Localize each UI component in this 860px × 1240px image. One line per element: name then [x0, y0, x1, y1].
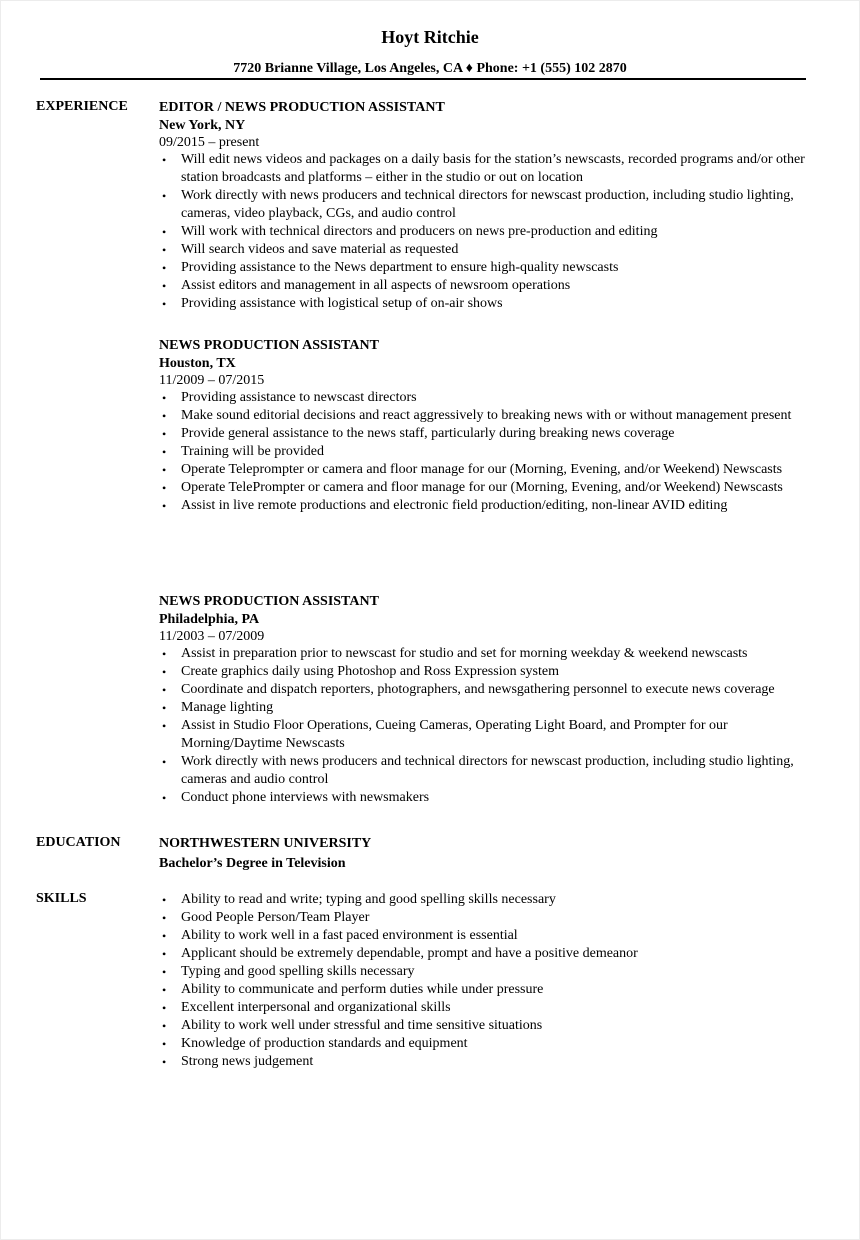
job-1 — [159, 99, 819, 313]
bullet-text: Assist in Studio Floor Operations, Cueing Cameras, Operating Light Board, and Prompter for our Morning/Daytime Newscasts — [181, 718, 728, 751]
list-item — [159, 259, 819, 277]
list-item — [159, 1053, 819, 1071]
bullet-icon: • — [162, 225, 167, 239]
bullet-icon: • — [162, 665, 167, 679]
bullet-text: Strong news judgement — [181, 1054, 314, 1069]
list-item — [159, 927, 819, 945]
bullet-text: Assist editors and management in all aspects of newsroom operations — [181, 278, 571, 293]
bullet-text: Typing and good spelling skills necessary — [181, 964, 415, 979]
job-bullets — [159, 389, 819, 515]
bullet-text: Providing assistance with logistical setup of on-air shows — [181, 296, 503, 311]
list-item — [159, 963, 819, 981]
bullet-text: Providing assistance to the News department to ensure high-quality newscasts — [181, 260, 619, 275]
bullet-icon: • — [162, 701, 167, 715]
skills-list — [159, 891, 819, 1071]
bullet-text: Good People Person/Team Player — [181, 910, 370, 925]
section-label-skills: SKILLS — [36, 891, 87, 906]
section-label-experience: EXPERIENCE — [36, 99, 128, 114]
bullet-icon: • — [162, 911, 167, 925]
bullet-text: Manage lighting — [181, 700, 274, 715]
bullet-icon: • — [162, 189, 167, 203]
list-item — [159, 241, 819, 259]
list-item — [159, 1035, 819, 1053]
job-location: Philadelphia, PA — [159, 612, 260, 627]
bullet-icon: • — [162, 647, 167, 661]
bullet-icon: • — [162, 499, 167, 513]
header-divider — [40, 78, 806, 80]
list-item — [159, 981, 819, 999]
bullet-icon: • — [162, 409, 167, 423]
bullet-icon: • — [162, 1001, 167, 1015]
bullet-text: Make sound editorial decisions and react aggressively to breaking news with or without management present — [181, 408, 792, 423]
list-item — [159, 945, 819, 963]
bullet-icon: • — [162, 947, 167, 961]
bullet-icon: • — [162, 965, 167, 979]
job-title: EDITOR / NEWS PRODUCTION ASSISTANT — [159, 100, 445, 115]
job-dates: 09/2015 – present — [159, 135, 260, 150]
bullet-text: Ability to communicate and perform duties while under pressure — [181, 982, 544, 997]
job-2 — [159, 337, 819, 515]
job-bullets — [159, 645, 819, 807]
bullet-icon: • — [162, 261, 167, 275]
job-title: NEWS PRODUCTION ASSISTANT — [159, 594, 379, 609]
list-item — [159, 187, 819, 223]
bullet-icon: • — [162, 279, 167, 293]
skills-bullets — [159, 891, 819, 1071]
bullet-icon: • — [162, 1019, 167, 1033]
list-item — [159, 151, 819, 187]
list-item — [159, 461, 819, 479]
list-item — [159, 891, 819, 909]
job-bullets — [159, 151, 819, 313]
bullet-icon: • — [162, 391, 167, 405]
list-item — [159, 1017, 819, 1035]
bullet-text: Applicant should be extremely dependable, prompt and have a positive demeanor — [181, 946, 638, 961]
list-item — [159, 699, 819, 717]
bullet-text: Assist in preparation prior to newscast for studio and set for morning weekday & weekend newscasts — [181, 646, 748, 661]
bullet-icon: • — [162, 719, 167, 733]
list-item — [159, 663, 819, 681]
bullet-icon: • — [162, 983, 167, 997]
list-item — [159, 717, 819, 753]
bullet-icon: • — [162, 445, 167, 459]
list-item — [159, 443, 819, 461]
section-label-education: EDUCATION — [36, 835, 121, 850]
bullet-icon: • — [162, 153, 167, 167]
degree: Bachelor’s Degree in Television — [159, 856, 346, 871]
bullet-text: Training will be provided — [181, 444, 324, 459]
list-item — [159, 295, 819, 313]
list-item — [159, 645, 819, 663]
bullet-text: Ability to work well under stressful and time sensitive situations — [181, 1018, 543, 1033]
education-entry — [159, 835, 819, 873]
bullet-text: Will edit news videos and packages on a daily basis for the station’s newscasts, recorded programs and/or other station broadcasts and platforms – either in the studio or out on location — [181, 152, 805, 185]
bullet-icon: • — [162, 791, 167, 805]
bullet-icon: • — [162, 755, 167, 769]
list-item — [159, 999, 819, 1017]
bullet-text: Coordinate and dispatch reporters, photographers, and newsgathering personnel to execute news coverage — [181, 682, 775, 697]
list-item — [159, 753, 819, 789]
job-location: New York, NY — [159, 118, 246, 133]
bullet-text: Provide general assistance to the news staff, particularly during breaking news coverage — [181, 426, 675, 441]
list-item — [159, 277, 819, 295]
bullet-text: Conduct phone interviews with newsmakers — [181, 790, 430, 805]
bullet-text: Operate TelePrompter or camera and floor manage for our (Morning, Evening, and/or Weekend) Newscasts — [181, 480, 783, 495]
bullet-icon: • — [162, 463, 167, 477]
job-title: NEWS PRODUCTION ASSISTANT — [159, 338, 379, 353]
bullet-text: Work directly with news producers and technical directors for newscast production, including studio lighting, cameras and audio control — [181, 754, 794, 787]
contact-line: 7720 Brianne Village, Los Angeles, CA ♦ Phone: +1 (555) 102 2870 — [233, 61, 627, 76]
list-item — [159, 223, 819, 241]
job-3 — [159, 593, 819, 807]
job-location: Houston, TX — [159, 356, 236, 371]
bullet-icon: • — [162, 929, 167, 943]
bullet-icon: • — [162, 297, 167, 311]
candidate-name: Hoyt Ritchie — [381, 27, 479, 47]
list-item — [159, 479, 819, 497]
bullet-text: Work directly with news producers and technical directors for newscast production, including studio lighting, cameras, video playback, CGs, and audio control — [181, 188, 794, 221]
bullet-text: Will work with technical directors and producers on news pre-production and editing — [181, 224, 658, 239]
list-item — [159, 681, 819, 699]
school-name: NORTHWESTERN UNIVERSITY — [159, 836, 372, 851]
list-item — [159, 425, 819, 443]
bullet-icon: • — [162, 243, 167, 257]
bullet-text: Excellent interpersonal and organizational skills — [181, 1000, 451, 1015]
bullet-icon: • — [162, 427, 167, 441]
bullet-text: Providing assistance to newscast directors — [181, 390, 417, 405]
bullet-text: Create graphics daily using Photoshop and Ross Expression system — [181, 664, 559, 679]
bullet-text: Will search videos and save material as requested — [181, 242, 459, 257]
bullet-text: Ability to read and write; typing and good spelling skills necessary — [181, 892, 556, 907]
list-item — [159, 497, 819, 515]
job-dates: 11/2009 – 07/2015 — [159, 373, 265, 388]
list-item — [159, 407, 819, 425]
bullet-text: Operate Teleprompter or camera and floor manage for our (Morning, Evening, and/or Weekend) Newscasts — [181, 462, 783, 477]
list-item — [159, 909, 819, 927]
bullet-text: Ability to work well in a fast paced environment is essential — [181, 928, 518, 943]
job-dates: 11/2003 – 07/2009 — [159, 629, 265, 644]
bullet-text: Assist in live remote productions and electronic field production/editing, non-linear AVID editing — [181, 498, 728, 513]
list-item — [159, 389, 819, 407]
bullet-icon: • — [162, 683, 167, 697]
list-item — [159, 789, 819, 807]
bullet-icon: • — [162, 1037, 167, 1051]
bullet-icon: • — [162, 481, 167, 495]
bullet-icon: • — [162, 1055, 167, 1069]
bullet-icon: • — [162, 893, 167, 907]
bullet-text: Knowledge of production standards and equipment — [181, 1036, 468, 1051]
